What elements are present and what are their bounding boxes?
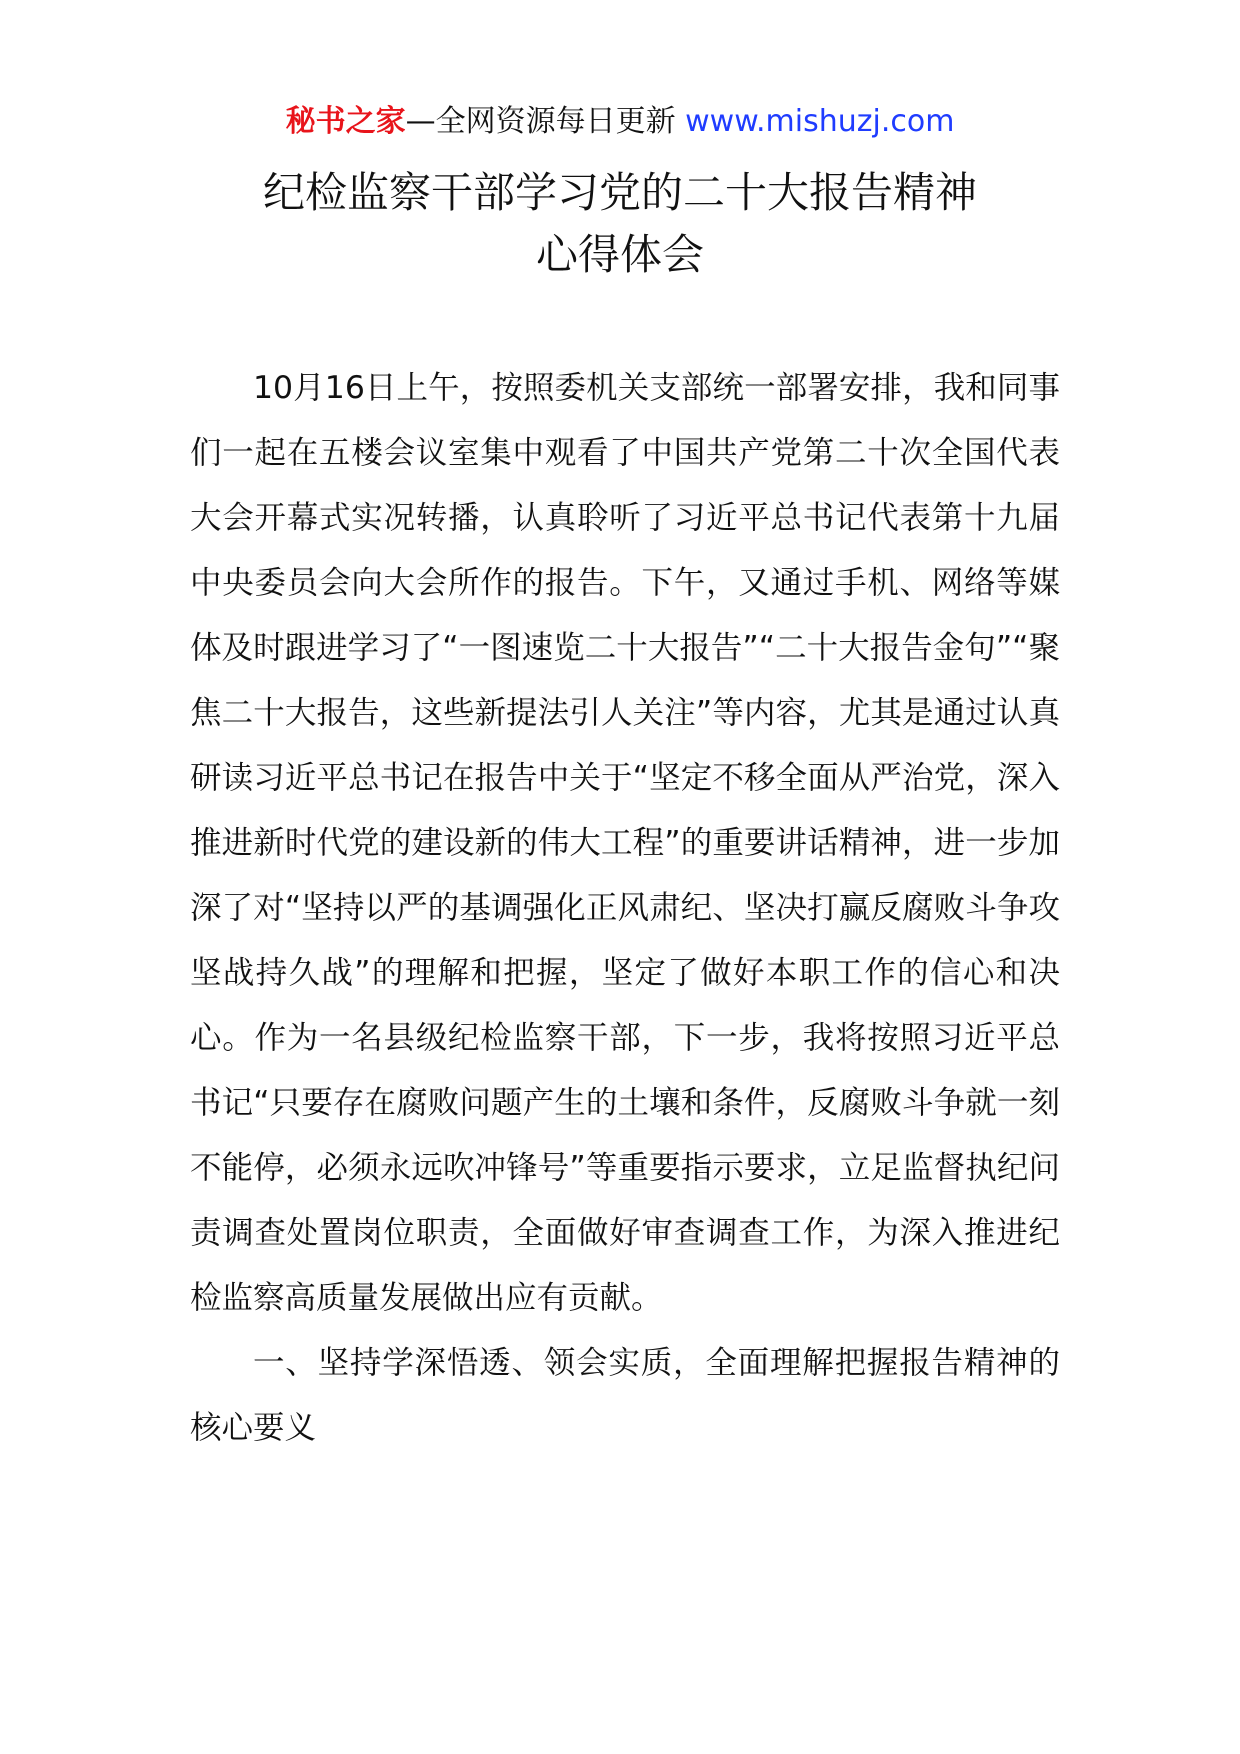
paragraph-1: 10月16日上午，按照委机关支部统一部署安排，我和同事们一起在五楼会议室集中观看了中国共产党第二十次全国代表大会开幕式实况转播，认真聆听了习近平总书记代表第十九届中央委员会向大会所作的报告。下午，又通过手机、网络等媒体及时跟进学习了“一图速览二十大报告”“二十大报告金句”“聚焦二十大报告，这些新提法引人关注”等内容，尤其是通过认真研读习近平总书记在报告中关于“坚定不移全面从严治党，深入推进新时代党的建设新的伟大工程”的重要讲话精神，进一步加深了对“坚持以严的基调强化正风肃纪、坚决打赢反腐败斗争攻坚战持久战”的理解和把握，坚定了做好本职工作的信心和决心。作为一名县级纪检监察干部，下一步，我将按照习近平总书记“只要存在腐败问题产生的土壤和条件，反腐败斗争就一刻不能停，必须永远吹冲锋号”等重要指示要求，立足监督执纪问责调查处置岗位职责，全面做好审查调查工作，为深入推进纪检监察高质量发展做出应有贡献。 [190, 370, 1060, 1316]
site-url-link[interactable]: www.mishuzj.com [685, 104, 955, 139]
title-line-1: 纪检监察干部学习党的二十大报告精神 [262, 168, 977, 217]
site-header [0, 100, 1240, 144]
site-tagline: —全网资源每日更新 [405, 104, 676, 139]
section-heading-1: 一、坚持学深悟透、领会实质，全面理解把握报告精神的核心要义 [190, 1345, 1060, 1446]
title-line-2: 心得体会 [535, 230, 704, 279]
brand-name: 秘书之家 [285, 104, 406, 139]
document-body [190, 356, 1060, 1461]
document-title [0, 162, 1240, 286]
